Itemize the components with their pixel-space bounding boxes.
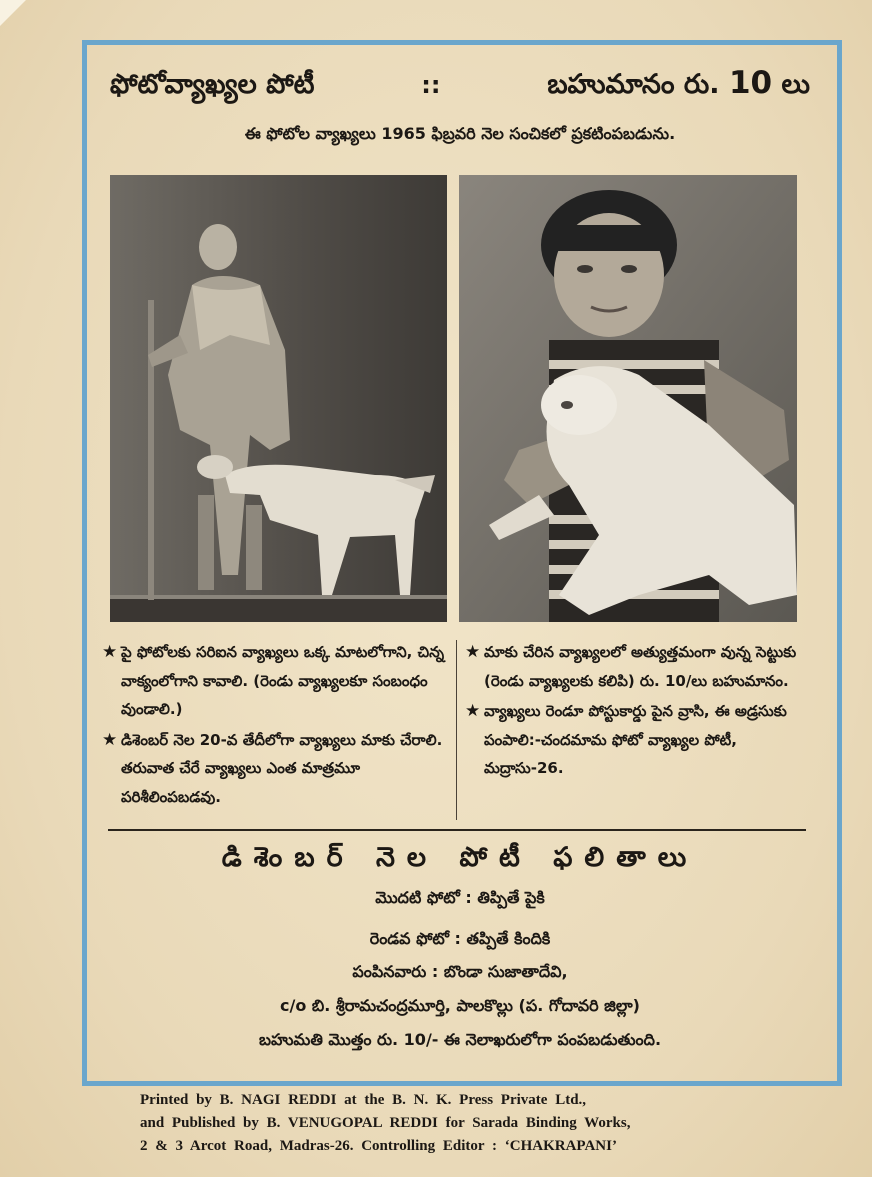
contest-title: ఫోటోవ్యాఖ్యల పోటీ (110, 69, 315, 100)
photo-statue-with-goat (110, 175, 447, 622)
announcement-subtitle: ఈ ఫోటోల వ్యాఖ్యలు 1965 ఫిబ్రవరి నెల సంచికలో ప్రకటింపబడును. (244, 124, 676, 143)
result-sender: పంపినవారు : బొండా సుజాతాదేవి, (352, 962, 568, 981)
rule-item (465, 638, 805, 695)
rules-right-column (465, 638, 805, 785)
header-separator: :: (421, 71, 441, 99)
result-second-photo: రెండవ ఫోటో : తప్పితే కిందికి (369, 929, 551, 948)
star-icon: ★ (102, 729, 118, 750)
star-icon: ★ (465, 701, 481, 721)
rule-item (102, 638, 447, 724)
photo-child-holding-goat (459, 175, 797, 622)
results-title: డిశెంబర్ నెల పోటీ ఫలితాలు (221, 842, 699, 873)
imprint-line: 2 & 3 Arcot Road, Madras-26. Controlling Editor : ‘CHAKRAPANI’ (140, 1138, 617, 1154)
imprint-line: Printed by B. NAGI REDDI at the B. N. K. Press Private Ltd., (140, 1092, 587, 1108)
statue-goat-illustration (110, 175, 447, 622)
rule-text: డిశెంబర్ నెల 20-వ తేదీలోగా వ్యాఖ్యలు మాకు చేరాలి. తరువాత చేరే వ్యాఖ్యలు ఎంత మాత్రమూ పరిశీలింపబడవు. (121, 730, 443, 806)
imprint-line: and Published by B. VENUGOPAL REDDI for Sarada Binding Works, (140, 1115, 631, 1131)
prize-announcement (547, 65, 810, 107)
result-prize-note: బహుమతి మొత్తం రు. 10/- ఈ నెలాఖరులోగా పంపబడుతుంది. (258, 1030, 662, 1049)
rule-item (465, 697, 805, 783)
star-icon: ★ (465, 642, 481, 662)
contest-header (110, 65, 810, 107)
rule-text: పై ఫోటోలకు సరిఐన వ్యాఖ్యలు ఒక్క మాటలోగాని, చిన్న వాక్యంలోగాని కావాలి. (రెండు వ్యాఖ్యలకూ సంబంధం వుండాలి.) (121, 643, 445, 718)
printer-imprint (140, 1089, 780, 1158)
rule-item (102, 726, 447, 812)
star-icon: ★ (102, 642, 118, 662)
page-corner-fold (0, 0, 26, 26)
column-divider (456, 640, 457, 820)
rule-text: మాకు చేరిన వ్యాఖ్యలలో అత్యుత్తమంగా వున్న సెట్టుకు (రెండు వ్యాఖ్యలకు కలిపి) రు. 10/లు బహుమానం. (484, 643, 797, 690)
rule-text: వ్యాఖ్యలు రెండూ పోస్టుకార్డు పైన వ్రాసి, ఈ అడ్రసుకు పంపాలి:-చందమామ ఫోటో వ్యాఖ్యల పోటీ, మద్రాసు-26. (484, 702, 787, 777)
prize-amount: 10 (728, 65, 773, 101)
result-first-photo: మొదటి ఫోటో : తిప్పితే పైకి (375, 888, 545, 907)
prize-label: బహుమానం రు. (547, 69, 720, 100)
child-goat-illustration (459, 175, 797, 622)
section-divider (108, 829, 806, 831)
rules-left-column (102, 638, 447, 813)
result-address: c/o బి. శ్రీరామచంద్రమూర్తి, పాలకొల్లు (ప. గోదావరి జిల్లా) (280, 996, 640, 1015)
prize-suffix: లు (781, 69, 810, 100)
